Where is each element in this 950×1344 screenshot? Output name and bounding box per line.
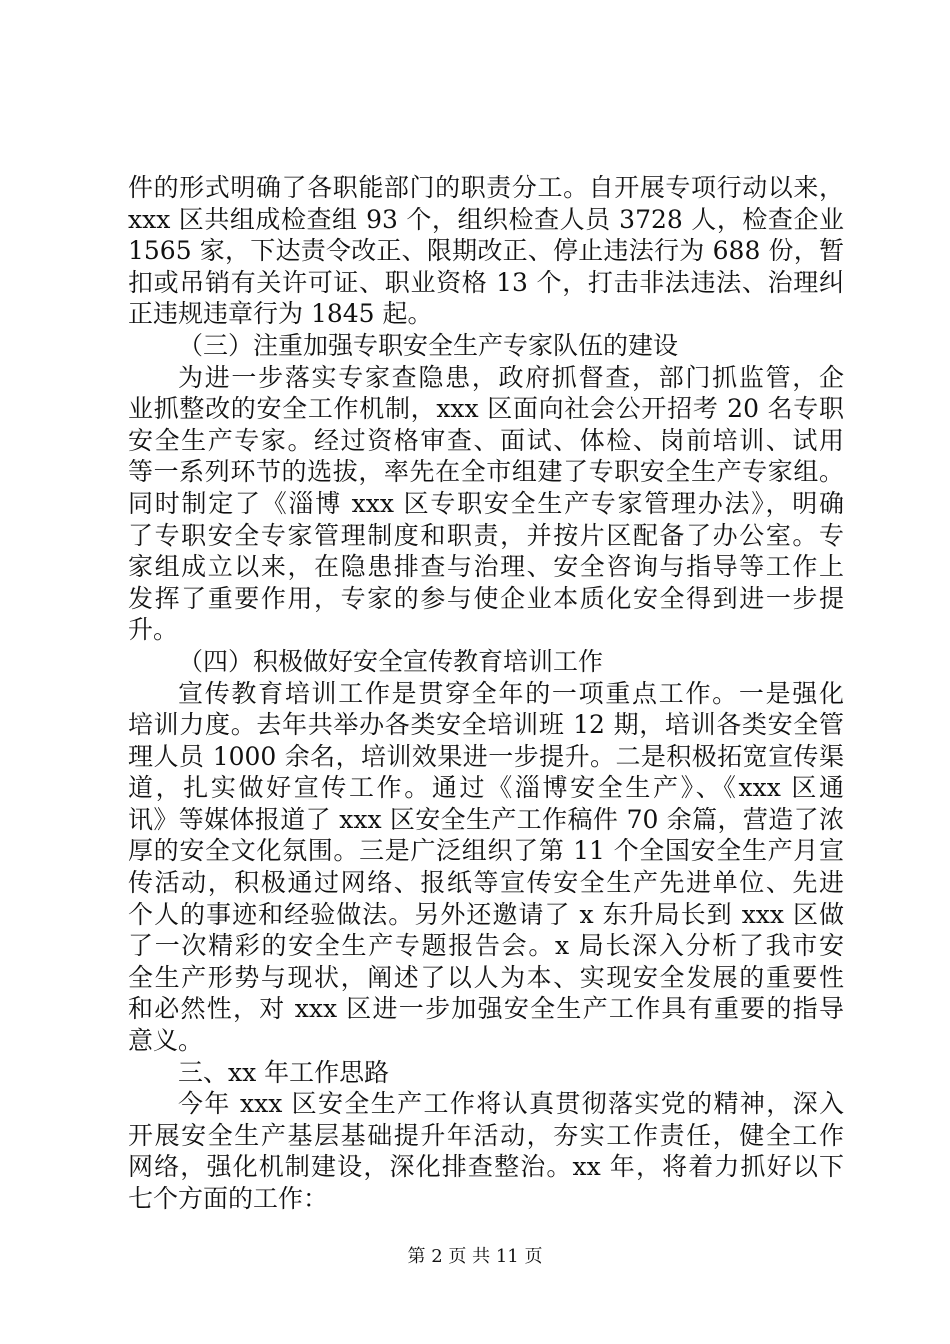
text-line: 1565 家，下达责令改正、限期改正、停止违法行为 688 份，暂: [128, 236, 844, 266]
text-line: 安全生产专家。经过资格审查、面试、体检、岗前培训、试用: [128, 425, 844, 455]
text-line: 了专职安全专家管理制度和职责，并按片区配备了办公室。专: [128, 520, 844, 550]
text-line: 升。: [128, 615, 179, 645]
page-footer: 第 2 页 共 11 页: [407, 1246, 543, 1267]
text-line: 等一系列环节的选拔，率先在全市组建了专职安全生产专家组。: [128, 457, 844, 487]
text-line: 个人的事迹和经验做法。另外还邀请了 x 东升局长到 xxx 区做: [128, 899, 844, 929]
text-line: 为进一步落实专家查隐患，政府抓督查，部门抓监管，企: [178, 362, 844, 392]
text-line: 理人员 1000 余名，培训效果进一步提升。二是积极拓宽宣传渠: [128, 741, 844, 771]
text-line: 扣或吊销有关许可证、职业资格 13 个，打击非法违法、治理纠: [128, 267, 844, 297]
text-line: 七个方面的工作：: [128, 1184, 329, 1213]
text-line: （三）注重加强专职安全生产专家队伍的建设: [178, 330, 679, 360]
text-line: 和必然性，对 xxx 区进一步加强安全生产工作具有重要的指导: [128, 994, 844, 1024]
text-line: 今年 xxx 区安全生产工作将认真贯彻落实党的精神，深入: [178, 1089, 844, 1119]
text-line: 了一次精彩的安全生产专题报告会。x 局长深入分析了我市安: [128, 931, 844, 961]
text-line: 业抓整改的安全工作机制，xxx 区面向社会公开招考 20 名专职: [128, 394, 844, 424]
text-line: 道，扎实做好宣传工作。通过《淄博安全生产》、《xxx 区通: [128, 773, 844, 803]
text-line: xxx 区共组成检查组 93 个，组织检查人员 3728 人，检查企业: [128, 204, 844, 234]
text-line: 传活动，积极通过网络、报纸等宣传安全生产先进单位、先进: [128, 868, 844, 898]
text-line: 培训力度。去年共举办各类安全培训班 12 期，培训各类安全管: [128, 710, 844, 740]
text-line: 发挥了重要作用，专家的参与使企业本质化安全得到进一步提: [128, 583, 844, 613]
text-line: 意义。: [128, 1026, 204, 1056]
document-body: [128, 172, 844, 1215]
text-line: 件的形式明确了各职能部门的职责分工。自开展专项行动以来，: [128, 173, 844, 202]
text-line: 讯》等媒体报道了 xxx 区安全生产工作稿件 70 余篇，营造了浓: [128, 804, 844, 834]
text-line: 家组成立以来，在隐患排查与治理、安全咨询与指导等工作上: [128, 552, 844, 582]
text-line: 宣传教育培训工作是贯穿全年的一项重点工作。一是强化: [178, 678, 844, 708]
text-line: 全生产形势与现状，阐述了以人为本、实现安全发展的重要性: [128, 962, 844, 992]
text-line: 厚的安全文化氛围。三是广泛组织了第 11 个全国安全生产月宣: [128, 836, 844, 866]
text-line: 开展安全生产基层基础提升年活动，夯实工作责任，健全工作: [128, 1120, 844, 1150]
text-line: 正违规违章行为 1845 起。: [128, 299, 433, 329]
text-line: 同时制定了《淄博 xxx 区专职安全生产专家管理办法》，明确: [128, 488, 844, 518]
text-line: （四）积极做好安全宣传教育培训工作: [178, 646, 604, 676]
text-line: 网络，强化机制建设，深化排查整治。xx 年，将着力抓好以下: [128, 1152, 844, 1182]
text-line: 三、xx 年工作思路: [178, 1057, 390, 1087]
